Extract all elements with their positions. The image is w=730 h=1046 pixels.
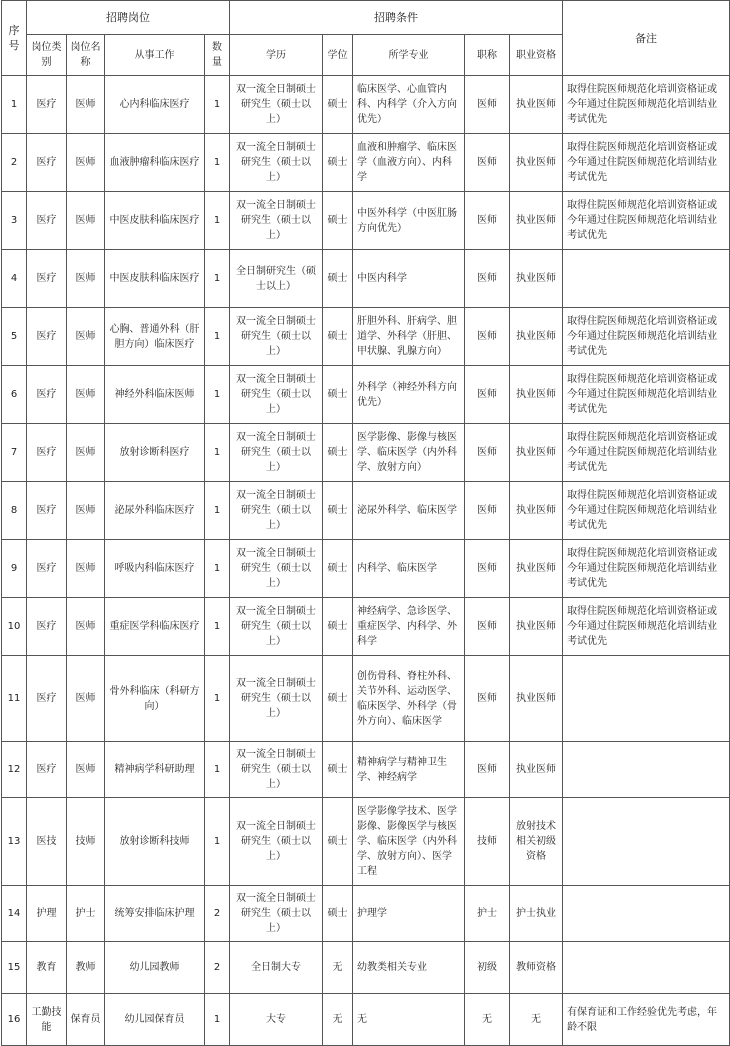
cell-title: 医师 (67, 366, 105, 424)
header-category: 岗位类别 (27, 35, 67, 76)
cell-remarks: 取得住院医师规范化培训资格证或今年通过住院医师规范化培训结业考试优先 (563, 366, 730, 424)
cell-remarks (563, 942, 730, 994)
table-row (2, 482, 730, 540)
cell-no: 4 (2, 250, 27, 308)
cell-rank: 医师 (465, 76, 510, 134)
cell-no: 3 (2, 192, 27, 250)
cell-major: 肝胆外科、肝病学、胆道学、外科学（肝胆、甲状腺、乳腺方向） (353, 308, 465, 366)
cell-major: 幼教类相关专业 (353, 942, 465, 994)
cell-work: 放射诊断科技师 (105, 798, 205, 886)
cell-remarks: 取得住院医师规范化培训资格证或今年通过住院医师规范化培训结业考试优先 (563, 598, 730, 656)
cell-major: 护理学 (353, 886, 465, 942)
cell-degree: 硕士 (323, 250, 353, 308)
cell-qualification: 执业医师 (510, 308, 563, 366)
cell-work: 放射诊断科医疗 (105, 424, 205, 482)
cell-degree: 硕士 (323, 598, 353, 656)
cell-category: 工勤技能 (27, 994, 67, 1046)
header-work: 从事工作 (105, 35, 205, 76)
cell-title: 医师 (67, 482, 105, 540)
cell-title: 医师 (67, 192, 105, 250)
cell-rank: 医师 (465, 250, 510, 308)
cell-education: 双一流全日制硕士研究生（硕士以上） (230, 366, 323, 424)
cell-education: 双一流全日制硕士研究生（硕士以上） (230, 656, 323, 742)
cell-education: 双一流全日制硕士研究生（硕士以上） (230, 598, 323, 656)
cell-education: 双一流全日制硕士研究生（硕士以上） (230, 742, 323, 798)
cell-qualification: 执业医师 (510, 656, 563, 742)
cell-rank: 医师 (465, 192, 510, 250)
cell-major: 精神病学与精神卫生学、神经病学 (353, 742, 465, 798)
cell-degree: 硕士 (323, 134, 353, 192)
table-row (2, 134, 730, 192)
cell-rank: 医师 (465, 656, 510, 742)
cell-remarks (563, 250, 730, 308)
cell-work: 血液肿瘤科临床医疗 (105, 134, 205, 192)
cell-work: 中医皮肤科临床医疗 (105, 192, 205, 250)
table-row (2, 886, 730, 942)
cell-work: 统筹安排临床护理 (105, 886, 205, 942)
cell-category: 医疗 (27, 424, 67, 482)
cell-title: 技师 (67, 798, 105, 886)
header-quantity: 数量 (205, 35, 230, 76)
cell-rank: 医师 (465, 598, 510, 656)
cell-rank: 医师 (465, 424, 510, 482)
cell-category: 护理 (27, 886, 67, 942)
cell-title: 医师 (67, 742, 105, 798)
cell-rank: 医师 (465, 308, 510, 366)
cell-category: 医疗 (27, 134, 67, 192)
cell-degree: 硕士 (323, 192, 353, 250)
cell-category: 医疗 (27, 76, 67, 134)
cell-qualification: 执业医师 (510, 134, 563, 192)
cell-degree: 硕士 (323, 76, 353, 134)
cell-education: 双一流全日制硕士研究生（硕士以上） (230, 192, 323, 250)
cell-quantity: 2 (205, 942, 230, 994)
cell-category: 医疗 (27, 482, 67, 540)
cell-education: 双一流全日制硕士研究生（硕士以上） (230, 76, 323, 134)
header-no: 序号 (2, 1, 27, 76)
cell-work: 精神病学科研助理 (105, 742, 205, 798)
cell-work: 呼吸内科临床医疗 (105, 540, 205, 598)
cell-remarks: 取得住院医师规范化培训资格证或今年通过住院医师规范化培训结业考试优先 (563, 482, 730, 540)
cell-education: 双一流全日制硕士研究生（硕士以上） (230, 886, 323, 942)
cell-major: 临床医学、心血管内科、内科学（介入方向优先） (353, 76, 465, 134)
cell-title: 医师 (67, 656, 105, 742)
cell-education: 双一流全日制硕士研究生（硕士以上） (230, 482, 323, 540)
cell-no: 9 (2, 540, 27, 598)
cell-degree: 硕士 (323, 424, 353, 482)
cell-category: 医疗 (27, 598, 67, 656)
cell-education: 双一流全日制硕士研究生（硕士以上） (230, 798, 323, 886)
cell-remarks (563, 886, 730, 942)
cell-education: 全日制大专 (230, 942, 323, 994)
cell-qualification: 放射技术相关初级资格 (510, 798, 563, 886)
cell-remarks (563, 798, 730, 886)
table-row (2, 308, 730, 366)
cell-category: 医疗 (27, 540, 67, 598)
cell-major: 中医内科学 (353, 250, 465, 308)
cell-title: 医师 (67, 540, 105, 598)
cell-no: 1 (2, 76, 27, 134)
cell-degree: 硕士 (323, 798, 353, 886)
cell-remarks (563, 656, 730, 742)
cell-remarks: 取得住院医师规范化培训资格证或今年通过住院医师规范化培训结业考试优先 (563, 424, 730, 482)
cell-remarks: 取得住院医师规范化培训资格证或今年通过住院医师规范化培训结业考试优先 (563, 76, 730, 134)
cell-category: 医疗 (27, 656, 67, 742)
cell-quantity: 1 (205, 994, 230, 1046)
cell-no: 16 (2, 994, 27, 1046)
cell-remarks: 取得住院医师规范化培训资格证或今年通过住院医师规范化培训结业考试优先 (563, 308, 730, 366)
table-row (2, 742, 730, 798)
cell-quantity: 1 (205, 308, 230, 366)
cell-quantity: 1 (205, 598, 230, 656)
header-major: 所学专业 (353, 35, 465, 76)
header-remarks: 备注 (563, 1, 730, 76)
cell-qualification: 教师资格 (510, 942, 563, 994)
cell-no: 11 (2, 656, 27, 742)
cell-work: 神经外科临床医师 (105, 366, 205, 424)
cell-qualification: 执业医师 (510, 598, 563, 656)
cell-rank: 医师 (465, 366, 510, 424)
cell-title: 医师 (67, 250, 105, 308)
cell-title: 医师 (67, 308, 105, 366)
cell-qualification: 护士执业 (510, 886, 563, 942)
cell-work: 骨外科临床（科研方向） (105, 656, 205, 742)
cell-category: 医技 (27, 798, 67, 886)
cell-category: 医疗 (27, 308, 67, 366)
cell-qualification: 执业医师 (510, 366, 563, 424)
cell-degree: 无 (323, 994, 353, 1046)
cell-education: 双一流全日制硕士研究生（硕士以上） (230, 424, 323, 482)
cell-rank: 医师 (465, 742, 510, 798)
cell-major: 泌尿外科学、临床医学 (353, 482, 465, 540)
cell-title: 医师 (67, 424, 105, 482)
cell-work: 心胸、普通外科（肝胆方向）临床医疗 (105, 308, 205, 366)
cell-no: 6 (2, 366, 27, 424)
cell-no: 12 (2, 742, 27, 798)
table-row (2, 656, 730, 742)
cell-quantity: 2 (205, 886, 230, 942)
cell-rank: 技师 (465, 798, 510, 886)
header-degree: 学位 (323, 35, 353, 76)
cell-education: 双一流全日制硕士研究生（硕士以上） (230, 308, 323, 366)
cell-major: 创伤骨科、脊柱外科、关节外科、运动医学、临床医学、外科学（骨外方向）、临床医学 (353, 656, 465, 742)
table-row (2, 192, 730, 250)
cell-qualification: 执业医师 (510, 742, 563, 798)
cell-title: 护士 (67, 886, 105, 942)
cell-quantity: 1 (205, 366, 230, 424)
cell-quantity: 1 (205, 656, 230, 742)
cell-rank: 医师 (465, 134, 510, 192)
cell-remarks: 取得住院医师规范化培训资格证或今年通过住院医师规范化培训结业考试优先 (563, 540, 730, 598)
cell-rank: 医师 (465, 540, 510, 598)
cell-major: 中医外科学（中医肛肠方向优先） (353, 192, 465, 250)
cell-no: 15 (2, 942, 27, 994)
cell-remarks: 有保育证和工作经验优先考虑，年龄不限 (563, 994, 730, 1046)
cell-major: 内科学、临床医学 (353, 540, 465, 598)
cell-work: 重症医学科临床医疗 (105, 598, 205, 656)
cell-work: 幼儿园教师 (105, 942, 205, 994)
cell-education: 全日制研究生（硕士以上） (230, 250, 323, 308)
cell-title: 医师 (67, 598, 105, 656)
cell-title: 医师 (67, 134, 105, 192)
cell-degree: 硕士 (323, 742, 353, 798)
cell-no: 8 (2, 482, 27, 540)
cell-work: 心内科临床医疗 (105, 76, 205, 134)
cell-work: 中医皮肤科临床医疗 (105, 250, 205, 308)
table-row (2, 366, 730, 424)
cell-qualification: 执业医师 (510, 76, 563, 134)
recruitment-table (1, 0, 730, 1046)
table-row (2, 424, 730, 482)
cell-category: 医疗 (27, 366, 67, 424)
cell-quantity: 1 (205, 742, 230, 798)
cell-quantity: 1 (205, 250, 230, 308)
table-body (2, 76, 730, 1046)
cell-degree: 硕士 (323, 886, 353, 942)
cell-rank: 护士 (465, 886, 510, 942)
cell-qualification: 执业医师 (510, 250, 563, 308)
cell-category: 医疗 (27, 250, 67, 308)
header-education: 学历 (230, 35, 323, 76)
cell-category: 医疗 (27, 742, 67, 798)
cell-quantity: 1 (205, 540, 230, 598)
header-conditions-group: 招聘条件 (230, 1, 563, 35)
cell-rank: 初级 (465, 942, 510, 994)
cell-quantity: 1 (205, 482, 230, 540)
cell-qualification: 执业医师 (510, 192, 563, 250)
cell-qualification: 执业医师 (510, 540, 563, 598)
header-rank: 职称 (465, 35, 510, 76)
table-row (2, 250, 730, 308)
cell-no: 7 (2, 424, 27, 482)
cell-degree: 无 (323, 942, 353, 994)
header-position-group: 招聘岗位 (27, 1, 230, 35)
cell-category: 医疗 (27, 192, 67, 250)
cell-qualification: 执业医师 (510, 424, 563, 482)
cell-degree: 硕士 (323, 656, 353, 742)
cell-quantity: 1 (205, 424, 230, 482)
cell-work: 泌尿外科临床医疗 (105, 482, 205, 540)
table-row (2, 942, 730, 994)
cell-quantity: 1 (205, 798, 230, 886)
cell-degree: 硕士 (323, 482, 353, 540)
table-row (2, 540, 730, 598)
cell-qualification: 无 (510, 994, 563, 1046)
header-qualification: 职业资格 (510, 35, 563, 76)
cell-degree: 硕士 (323, 366, 353, 424)
cell-no: 13 (2, 798, 27, 886)
table-row (2, 598, 730, 656)
cell-work: 幼儿园保育员 (105, 994, 205, 1046)
cell-major: 医学影像、影像与核医学、临床医学（内外科学、放射方向） (353, 424, 465, 482)
cell-quantity: 1 (205, 76, 230, 134)
cell-title: 教师 (67, 942, 105, 994)
cell-rank: 医师 (465, 482, 510, 540)
cell-no: 10 (2, 598, 27, 656)
cell-title: 医师 (67, 76, 105, 134)
header-title: 岗位名称 (67, 35, 105, 76)
table-row (2, 76, 730, 134)
cell-no: 2 (2, 134, 27, 192)
cell-no: 14 (2, 886, 27, 942)
cell-education: 大专 (230, 994, 323, 1046)
table-row (2, 994, 730, 1046)
cell-quantity: 1 (205, 192, 230, 250)
cell-no: 5 (2, 308, 27, 366)
cell-category: 教育 (27, 942, 67, 994)
cell-major: 无 (353, 994, 465, 1046)
cell-quantity: 1 (205, 134, 230, 192)
cell-qualification: 执业医师 (510, 482, 563, 540)
cell-education: 双一流全日制硕士研究生（硕士以上） (230, 134, 323, 192)
cell-remarks (563, 742, 730, 798)
cell-rank: 无 (465, 994, 510, 1046)
cell-education: 双一流全日制硕士研究生（硕士以上） (230, 540, 323, 598)
table-row (2, 798, 730, 886)
cell-title: 保育员 (67, 994, 105, 1046)
cell-major: 外科学（神经外科方向优先） (353, 366, 465, 424)
cell-remarks: 取得住院医师规范化培训资格证或今年通过住院医师规范化培训结业考试优先 (563, 134, 730, 192)
cell-degree: 硕士 (323, 308, 353, 366)
cell-major: 神经病学、急诊医学、重症医学、内科学、外科学 (353, 598, 465, 656)
cell-major: 医学影像学技术、医学影像、影像医学与核医学、临床医学（内外科学、放射方向）、医学工程 (353, 798, 465, 886)
cell-degree: 硕士 (323, 540, 353, 598)
cell-major: 血液和肿瘤学、临床医学（血液方向）、内科学 (353, 134, 465, 192)
cell-remarks: 取得住院医师规范化培训资格证或今年通过住院医师规范化培训结业考试优先 (563, 192, 730, 250)
